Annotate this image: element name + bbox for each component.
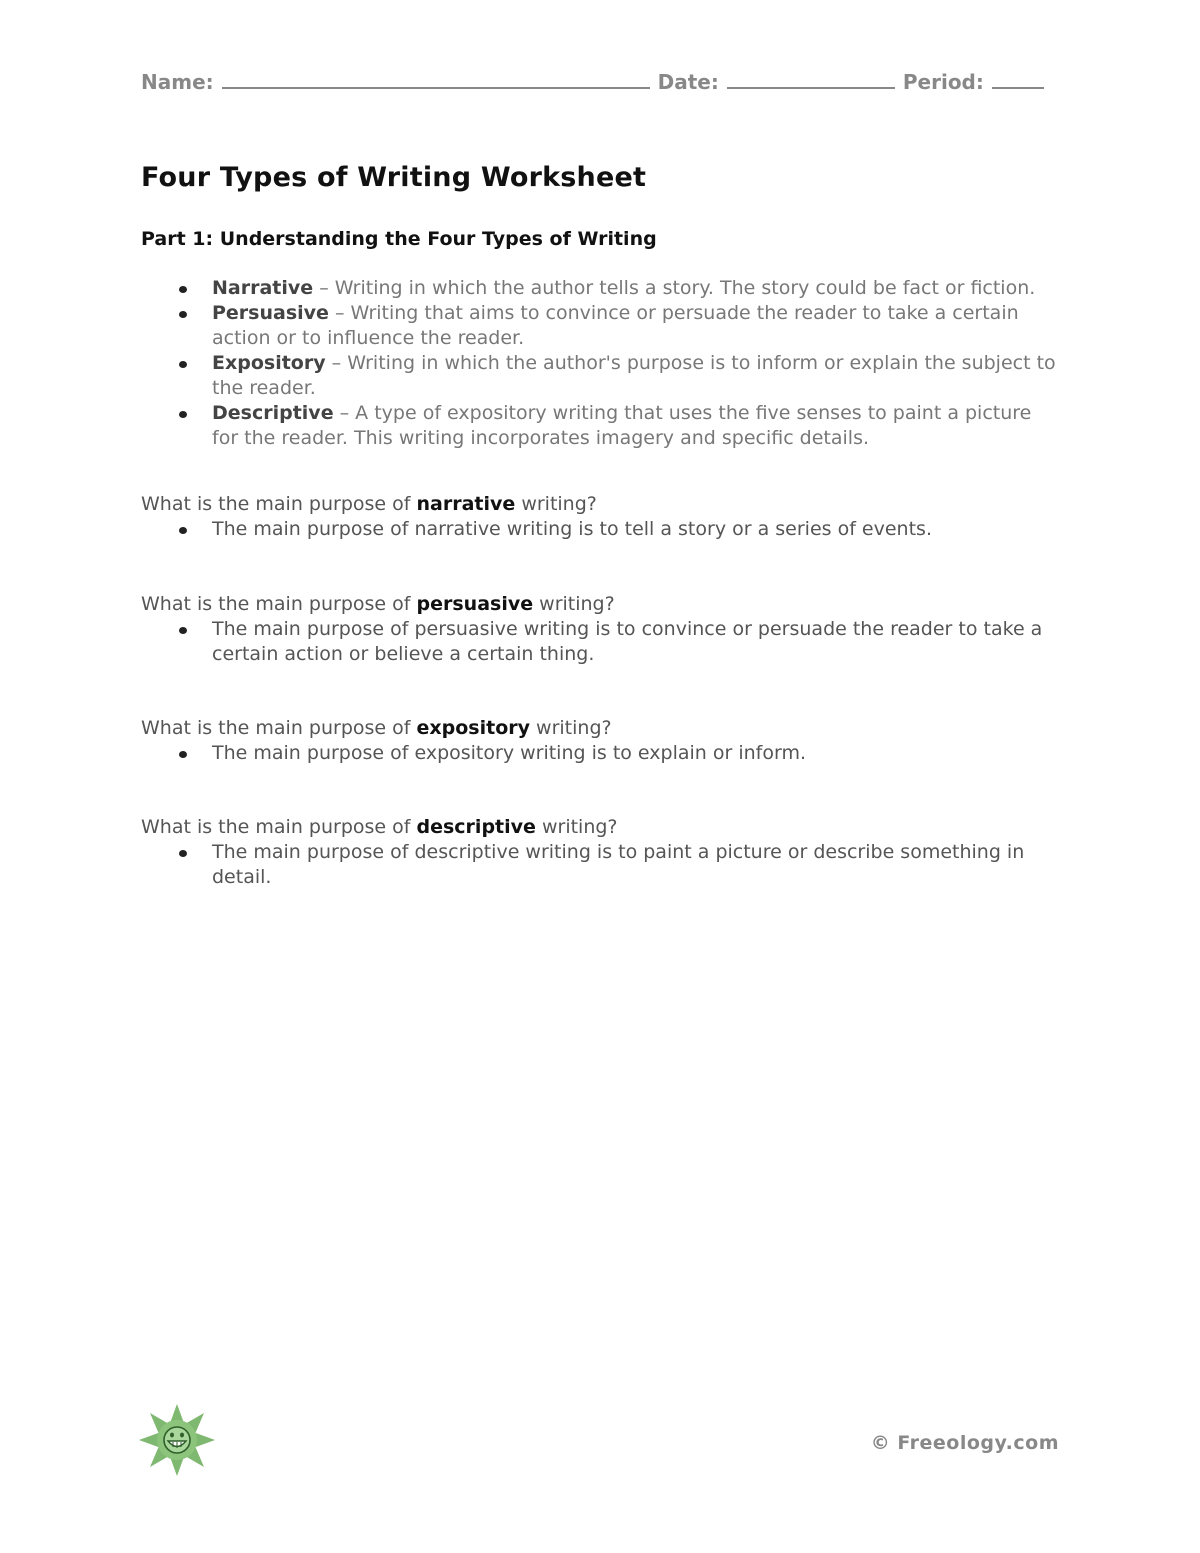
definition-text: – Writing in which the author tells a story. The story could be fact or fiction. bbox=[313, 277, 1036, 299]
question-text bbox=[141, 815, 1059, 840]
question-suffix: writing? bbox=[530, 717, 612, 739]
question-descriptive bbox=[141, 815, 1059, 890]
question-keyword: descriptive bbox=[416, 816, 536, 838]
question-persuasive bbox=[141, 592, 1059, 667]
smiling-flower-icon bbox=[139, 1404, 215, 1476]
date-label: Date: bbox=[657, 70, 719, 94]
student-info-line bbox=[141, 69, 1059, 94]
copyright-text: © Freeology.com bbox=[870, 1432, 1059, 1454]
question-keyword: persuasive bbox=[416, 593, 534, 615]
name-blank[interactable] bbox=[222, 69, 650, 89]
definition-item bbox=[141, 351, 1059, 401]
part1-heading: Part 1: Understanding the Four Types of Writing bbox=[141, 228, 657, 250]
name-label: Name: bbox=[141, 70, 214, 94]
question-text bbox=[141, 716, 1059, 741]
question-text bbox=[141, 492, 1059, 517]
definition-term: Descriptive bbox=[212, 402, 334, 424]
question-prefix: What is the main purpose of bbox=[141, 593, 417, 615]
question-keyword: narrative bbox=[416, 493, 516, 515]
answer-list bbox=[141, 840, 1059, 890]
definition-item bbox=[141, 401, 1059, 451]
answer-list bbox=[141, 517, 1059, 542]
definitions-list bbox=[141, 276, 1059, 451]
period-blank[interactable] bbox=[992, 69, 1044, 89]
question-expository bbox=[141, 716, 1059, 766]
definition-text: – Writing that aims to convince or persuade the reader to take a certain action or to influence the reader. bbox=[212, 302, 1019, 349]
definition-item bbox=[141, 301, 1059, 351]
question-suffix: writing? bbox=[533, 593, 615, 615]
question-keyword: expository bbox=[416, 717, 531, 739]
answer-list bbox=[141, 617, 1059, 667]
period-label: Period: bbox=[902, 70, 984, 94]
question-suffix: writing? bbox=[535, 816, 618, 838]
definition-text: – Writing in which the author's purpose is to inform or explain the subject to the reader. bbox=[212, 352, 1056, 399]
answer-item: The main purpose of descriptive writing is to paint a picture or describe something in detail. bbox=[141, 840, 1059, 890]
answer-item: The main purpose of persuasive writing is to convince or persuade the reader to take a certain action or believe a certain thing. bbox=[141, 617, 1059, 667]
definition-term: Narrative bbox=[212, 277, 314, 299]
answer-item: The main purpose of narrative writing is to tell a story or a series of events. bbox=[141, 517, 1059, 542]
definition-term: Persuasive bbox=[212, 302, 329, 324]
definition-item bbox=[141, 276, 1059, 301]
question-narrative bbox=[141, 492, 1059, 542]
question-prefix: What is the main purpose of bbox=[141, 717, 417, 739]
date-blank[interactable] bbox=[727, 69, 895, 89]
definition-text: – A type of expository writing that uses the five senses to paint a picture for the reader. This writing incorporates imagery and specific details. bbox=[212, 402, 1032, 449]
question-prefix: What is the main purpose of bbox=[141, 493, 417, 515]
question-suffix: writing? bbox=[515, 493, 597, 515]
worksheet-title: Four Types of Writing Worksheet bbox=[141, 162, 647, 193]
definition-term: Expository bbox=[212, 352, 326, 374]
answer-item: The main purpose of expository writing is to explain or inform. bbox=[141, 741, 1059, 766]
question-prefix: What is the main purpose of bbox=[141, 816, 417, 838]
answer-list bbox=[141, 741, 1059, 766]
question-text bbox=[141, 592, 1059, 617]
